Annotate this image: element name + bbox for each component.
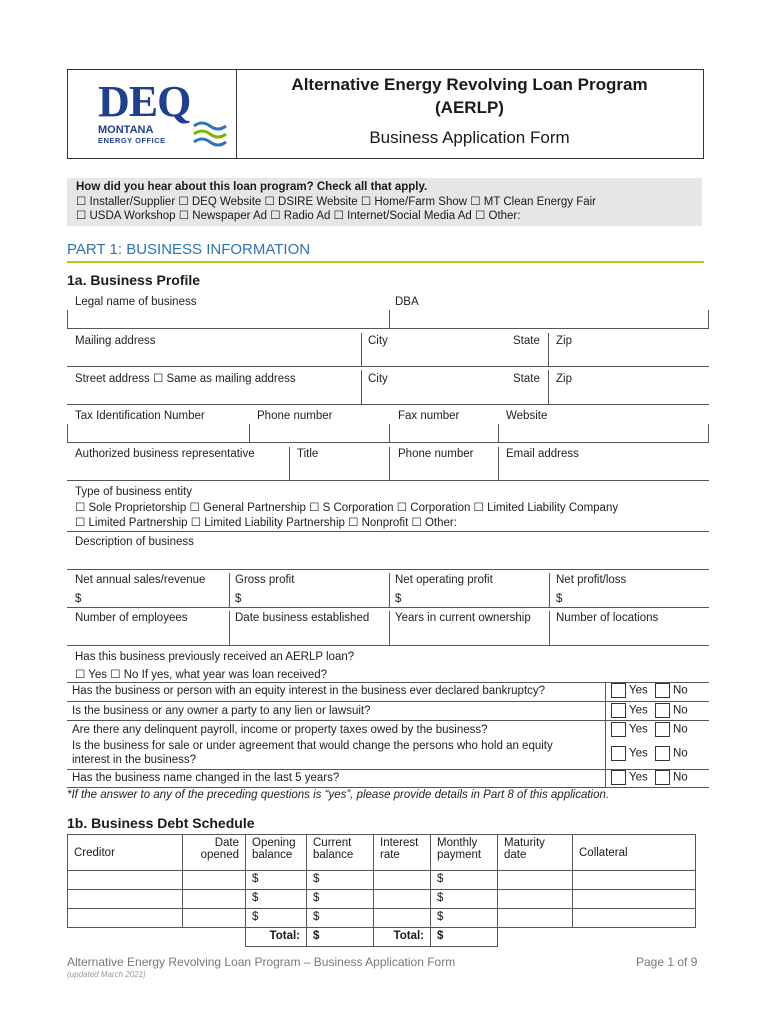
title-line-1: Alternative Energy Revolving Loan Program (291, 75, 648, 94)
interest-h1: Interest (380, 837, 419, 849)
street-label[interactable]: Street address ☐ Same as mailing address (75, 373, 296, 385)
referral-options-1[interactable]: ☐ Installer/Supplier ☐ DEQ Website ☐ DSIRE Website ☐ Home/Farm Show ☐ MT Clean Energy Fair (76, 195, 597, 208)
date-opened-header (183, 835, 246, 871)
website-label: Website (506, 410, 548, 422)
yes-label: Yes (629, 747, 648, 760)
net-profit-dollar: $ (556, 593, 563, 605)
no-label: No (672, 723, 688, 736)
gross-profit-dollar: $ (235, 593, 242, 605)
dba-label: DBA (395, 296, 419, 308)
debt-row[interactable] (68, 890, 696, 909)
opening-header (246, 835, 307, 871)
bankruptcy-no-checkbox[interactable] (655, 683, 670, 698)
title-label: Title (297, 448, 319, 460)
maturity-h1: Maturity (504, 837, 545, 849)
net-operating-dollar: $ (395, 593, 402, 605)
debt-header-row (68, 835, 696, 871)
debt-heading: 1b. Business Debt Schedule (67, 815, 255, 831)
email-label: Email address (506, 448, 579, 460)
aerlp-question: Has this business previously received an AERLP loan? (75, 651, 355, 663)
tax-id-label: Tax Identification Number (75, 410, 205, 422)
rep-field[interactable] (67, 480, 709, 481)
date-opened-h2: opened (200, 849, 239, 861)
tax-row-field[interactable] (67, 442, 709, 443)
deq-logo (68, 70, 237, 158)
net-operating-label: Net operating profit (395, 574, 493, 586)
employees-field[interactable] (67, 645, 709, 646)
logo-deq-text: DEQ (98, 77, 191, 126)
current-dollar[interactable]: $ (307, 871, 374, 890)
referral-box (67, 178, 702, 226)
creditor-header: Creditor (68, 835, 183, 871)
interest-h2: rate (380, 849, 400, 861)
yes-label: Yes (629, 704, 648, 717)
debt-total-row (68, 928, 696, 947)
taxes-yes-checkbox[interactable] (611, 722, 626, 737)
form-title (236, 73, 703, 119)
waves-icon (192, 120, 228, 148)
aerlp-options[interactable]: ☐ Yes ☐ No If yes, what year was loan received? (75, 669, 328, 681)
name-change-no-checkbox[interactable] (655, 770, 670, 785)
employees-label: Number of employees (75, 612, 188, 624)
taxes-yes-no[interactable] (611, 722, 688, 737)
lien-question: Is the business or any owner a party to any lien or lawsuit? (72, 705, 371, 717)
updated-note: (updated March 2021) (67, 970, 146, 979)
page-number: Page 1 of 9 (636, 955, 698, 969)
opening-dollar[interactable]: $ (246, 871, 307, 890)
monthly-h2: payment (437, 849, 482, 861)
fax-label: Fax number (398, 410, 460, 422)
logo-office: ENERGY OFFICE (98, 136, 166, 145)
debt-table (67, 834, 696, 947)
legal-name-label: Legal name of business (75, 296, 197, 308)
rep-phone-label: Phone number (398, 448, 474, 460)
locations-label: Number of locations (556, 612, 659, 624)
current-header (307, 835, 374, 871)
entity-options-1[interactable]: ☐ Sole Proprietorship ☐ General Partnership ☐ S Corporation ☐ Corporation ☐ Limited Liability Company (75, 502, 619, 514)
rep-label: Authorized business representative (75, 448, 255, 460)
debt-row[interactable] (68, 909, 696, 928)
taxes-no-checkbox[interactable] (655, 722, 670, 737)
part1-heading: PART 1: BUSINESS INFORMATION (67, 241, 704, 263)
profile-heading: 1a. Business Profile (67, 272, 201, 288)
entity-label: Type of business entity (75, 486, 192, 498)
description-label: Description of business (75, 536, 194, 548)
footer-title: Alternative Energy Revolving Loan Program – Business Application Form (67, 955, 456, 969)
current-dollar[interactable]: $ (307, 890, 374, 909)
legal-name-field[interactable] (67, 328, 709, 329)
zip-label-2: Zip (556, 373, 572, 385)
net-sales-label: Net annual sales/revenue (75, 574, 206, 586)
total-monthly[interactable]: $ (431, 928, 498, 947)
no-label: No (672, 704, 688, 717)
sale-yes-no[interactable] (611, 746, 688, 761)
referral-question: How did you hear about this loan program? Check all that apply. (76, 181, 428, 193)
opening-dollar[interactable]: $ (246, 909, 307, 928)
maturity-h2: date (504, 849, 527, 861)
no-label: No (672, 747, 688, 760)
state-label: State (513, 335, 540, 347)
name-change-question: Has the business name changed in the last 5 years? (72, 772, 340, 784)
interest-header (374, 835, 431, 871)
referral-options-2[interactable]: ☐ USDA Workshop ☐ Newspaper Ad ☐ Radio Ad ☐ Internet/Social Media Ad ☐ Other: (76, 210, 521, 222)
taxes-question: Are there any delinquent payroll, income or property taxes owed by the business? (72, 724, 488, 736)
mailing-field[interactable] (67, 366, 709, 367)
sale-question-2: interest in the business? (72, 754, 197, 766)
current-h2: balance (313, 849, 354, 861)
form-subtitle: Business Application Form (369, 128, 570, 147)
lien-no-checkbox[interactable] (655, 703, 670, 718)
bankruptcy-yes-checkbox[interactable] (611, 683, 626, 698)
mailing-label: Mailing address (75, 335, 156, 347)
state-label-2: State (513, 373, 540, 385)
form-header (67, 69, 704, 159)
date-opened-h1: Date (214, 837, 239, 849)
sale-question-1: Is the business for sale or under agreement that would change the persons who hold an equity (72, 740, 553, 752)
entity-options-2[interactable]: ☐ Limited Partnership ☐ Limited Liability Partnership ☐ Nonprofit ☐ Other: (75, 517, 457, 529)
monthly-dollar[interactable]: $ (431, 871, 498, 890)
no-label: No (672, 771, 688, 784)
no-label: No (672, 684, 688, 697)
phone-label: Phone number (257, 410, 333, 422)
description-field[interactable] (67, 569, 709, 570)
lien-yes-checkbox[interactable] (611, 703, 626, 718)
bankruptcy-yes-no[interactable] (611, 683, 688, 698)
opening-h2: balance (252, 849, 293, 861)
title-line-2: (AERLP) (435, 98, 504, 117)
financials-field[interactable] (67, 607, 709, 608)
street-field[interactable] (67, 404, 709, 405)
monthly-header (431, 835, 498, 871)
yes-label: Yes (629, 771, 648, 784)
gross-profit-label: Gross profit (235, 574, 295, 586)
monthly-h1: Monthly (437, 837, 478, 849)
total-label-1: Total: (246, 928, 307, 947)
bankruptcy-question: Has the business or person with an equity interest in the business ever declared bankruptcy? (72, 685, 546, 697)
debt-row[interactable] (68, 871, 696, 890)
yes-note: *If the answer to any of the preceding questions is “yes”, please provide details in Part 8 of this application. (67, 789, 610, 801)
net-sales-dollar: $ (75, 593, 82, 605)
years-ownership-label: Years in current ownership (395, 612, 531, 624)
net-profit-label: Net profit/loss (556, 574, 627, 586)
sale-no-checkbox[interactable] (655, 746, 670, 761)
current-h1: Current (313, 837, 352, 849)
date-established-label: Date business established (235, 612, 370, 624)
name-change-yes-checkbox[interactable] (611, 770, 626, 785)
logo-state: MONTANA (98, 124, 154, 136)
total-label-2: Total: (374, 928, 431, 947)
current-dollar[interactable]: $ (307, 909, 374, 928)
collateral-header: Collateral (573, 835, 696, 871)
zip-label: Zip (556, 335, 572, 347)
city-label: City (368, 335, 388, 347)
sale-yes-checkbox[interactable] (611, 746, 626, 761)
total-current[interactable]: $ (307, 928, 374, 947)
monthly-dollar[interactable]: $ (431, 890, 498, 909)
city-label-2: City (368, 373, 388, 385)
maturity-header (498, 835, 573, 871)
monthly-dollar[interactable]: $ (431, 909, 498, 928)
opening-dollar[interactable]: $ (246, 890, 307, 909)
opening-h1: Opening (252, 837, 296, 849)
yes-label: Yes (629, 684, 648, 697)
yes-label: Yes (629, 723, 648, 736)
name-change-yes-no[interactable] (611, 770, 688, 785)
lien-yes-no[interactable] (611, 703, 688, 718)
